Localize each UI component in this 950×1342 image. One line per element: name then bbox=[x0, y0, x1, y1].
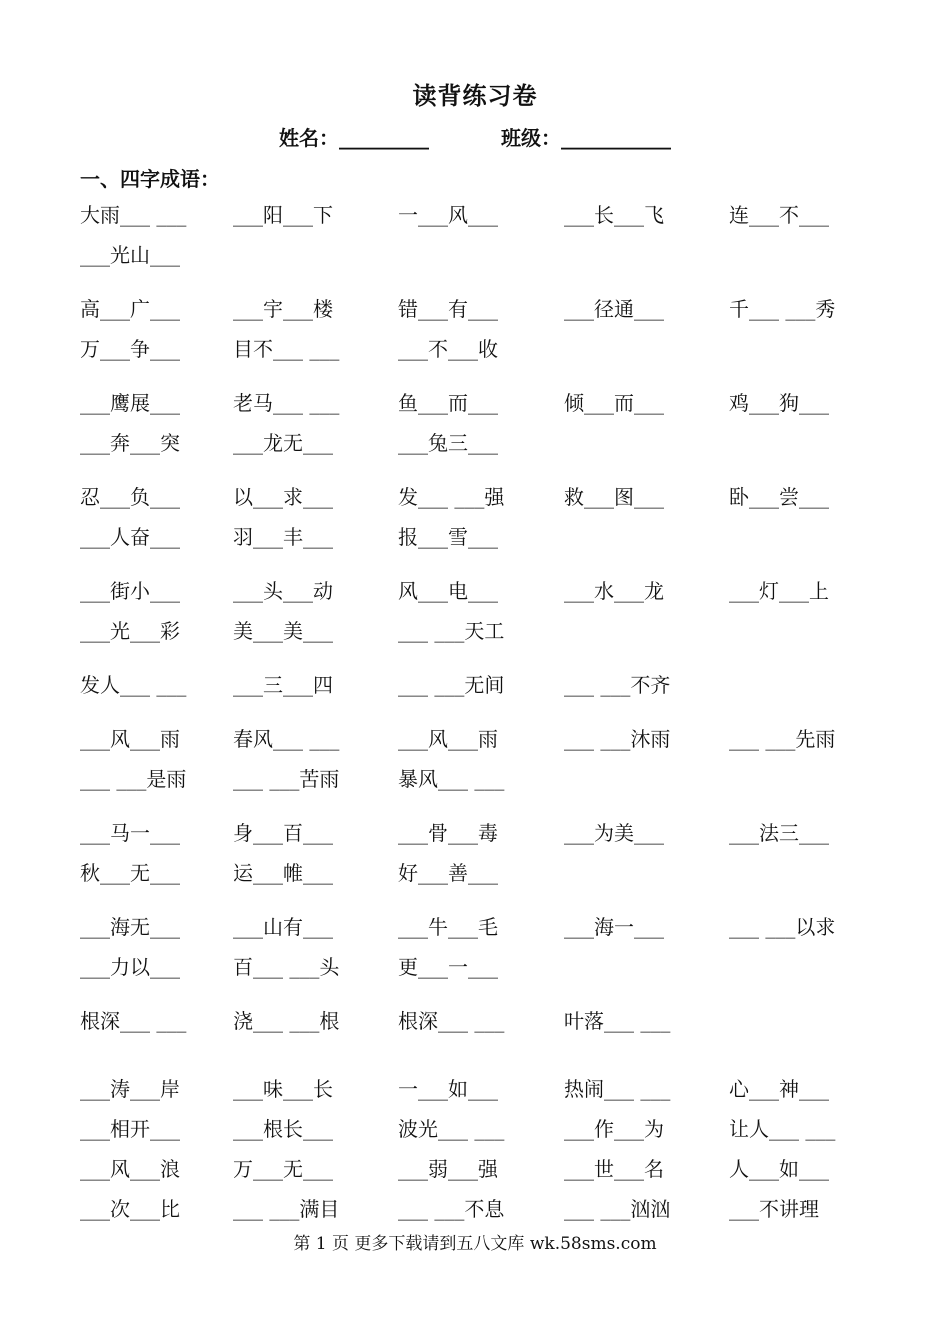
idiom-blank: 错___有___ bbox=[398, 297, 498, 321]
idiom-row bbox=[80, 726, 880, 752]
idiom-blank: 心___神___ bbox=[729, 1077, 829, 1101]
idiom-blank: 百___ ___头 bbox=[233, 955, 340, 979]
idiom-blank: ___水___龙 bbox=[564, 579, 664, 603]
idiom-blank: ___ ___以求 bbox=[729, 915, 836, 939]
idiom-blank: 根深___ ___ bbox=[398, 1009, 505, 1033]
idiom-blank: ___相开___ bbox=[80, 1117, 180, 1141]
idiom-blank: ___径通___ bbox=[564, 297, 664, 321]
idiom-blank: ___山有___ bbox=[233, 915, 333, 939]
idiom-blank: 倾___而___ bbox=[564, 391, 664, 415]
idiom-blank: ___次___比 bbox=[80, 1197, 180, 1221]
idiom-row bbox=[80, 1008, 880, 1034]
idiom-row bbox=[80, 296, 880, 322]
idiom-blank: ___长___飞 bbox=[564, 203, 664, 227]
idiom-blank: ___头___动 bbox=[233, 579, 333, 603]
idiom-blank: ___涛___岸 bbox=[80, 1077, 180, 1101]
idiom-blank: ___ ___满目 bbox=[233, 1197, 340, 1221]
idiom-blank: ___ ___不齐 bbox=[564, 673, 671, 697]
idiom-blank: ___海无___ bbox=[80, 915, 180, 939]
idiom-blank: 运___帷___ bbox=[233, 861, 333, 885]
idiom-blank: 让人___ ___ bbox=[729, 1117, 836, 1141]
idiom-blank: ___光山___ bbox=[80, 243, 180, 267]
idiom-blank: 连___不___ bbox=[729, 203, 829, 227]
idiom-blank: ___ ___苦雨 bbox=[233, 767, 340, 791]
idiom-blank: 万___无___ bbox=[233, 1157, 333, 1181]
idiom-row bbox=[80, 242, 880, 268]
idiom-row bbox=[80, 860, 880, 886]
idiom-row bbox=[80, 1196, 880, 1222]
idiom-blank: 忍___负___ bbox=[80, 485, 180, 509]
idiom-blank: 一___如___ bbox=[398, 1077, 498, 1101]
idiom-blank: 春风___ ___ bbox=[233, 727, 340, 751]
idiom-blank: 身___百___ bbox=[233, 821, 333, 845]
idiom-row bbox=[80, 390, 880, 416]
idiom-blank: ___世___名 bbox=[564, 1157, 664, 1181]
idiom-blank: 根深___ ___ bbox=[80, 1009, 187, 1033]
idiom-blank: ___ ___天工 bbox=[398, 619, 505, 643]
idiom-blank: 救___图___ bbox=[564, 485, 664, 509]
idiom-blank: 千___ ___秀 bbox=[729, 297, 836, 321]
idiom-blank: 叶落___ ___ bbox=[564, 1009, 671, 1033]
idiom-blank: 更___一___ bbox=[398, 955, 498, 979]
class-field: 班级：___________ bbox=[501, 126, 671, 150]
idiom-row bbox=[80, 1116, 880, 1142]
idiom-blank: 人___如___ bbox=[729, 1157, 829, 1181]
idiom-blank: ___马一___ bbox=[80, 821, 180, 845]
idiom-blank: ___风___浪 bbox=[80, 1157, 180, 1181]
idiom-row bbox=[80, 820, 880, 846]
idiom-blank: ___根长___ bbox=[233, 1117, 333, 1141]
idiom-blank: ___鹰展___ bbox=[80, 391, 180, 415]
student-info-line bbox=[0, 122, 950, 151]
idiom-blank: ___ ___先雨 bbox=[729, 727, 836, 751]
idiom-row bbox=[80, 1156, 880, 1182]
idiom-blank: 美___美___ bbox=[233, 619, 333, 643]
idiom-blank: 秋___无___ bbox=[80, 861, 180, 885]
idiom-row bbox=[80, 336, 880, 362]
section-heading: 一、四字成语： bbox=[80, 167, 220, 191]
idiom-blank: 鱼___而___ bbox=[398, 391, 498, 415]
idiom-blank: ___力以___ bbox=[80, 955, 180, 979]
idiom-blank: 大雨___ ___ bbox=[80, 203, 187, 227]
idiom-blank: 目不___ ___ bbox=[233, 337, 340, 361]
idiom-blank: ___阳___下 bbox=[233, 203, 333, 227]
idiom-row bbox=[80, 954, 880, 980]
idiom-blank: ___弱___强 bbox=[398, 1157, 498, 1181]
idiom-blank: 鸡___狗___ bbox=[729, 391, 829, 415]
idiom-blank: ___光___彩 bbox=[80, 619, 180, 643]
page-title: 读背练习卷 bbox=[412, 81, 538, 110]
idiom-blank: 暴风___ ___ bbox=[398, 767, 505, 791]
idiom-blank: 报___雪___ bbox=[398, 525, 498, 549]
idiom-blank: ___ ___是雨 bbox=[80, 767, 187, 791]
idiom-blank: ___味___长 bbox=[233, 1077, 333, 1101]
idiom-blank: ___为美___ bbox=[564, 821, 664, 845]
idiom-row bbox=[80, 484, 880, 510]
idiom-blank: ___不___收 bbox=[398, 337, 498, 361]
name-field: 姓名：_________ bbox=[279, 126, 429, 150]
idiom-row bbox=[80, 914, 880, 940]
idiom-blank: 好___善___ bbox=[398, 861, 498, 885]
idiom-blank: 热闹___ ___ bbox=[564, 1077, 671, 1101]
idiom-blank: 羽___丰___ bbox=[233, 525, 333, 549]
idiom-blank: ___奔___突 bbox=[80, 431, 180, 455]
idiom-blank: 高___广___ bbox=[80, 297, 180, 321]
idiom-row bbox=[80, 1076, 880, 1102]
idiom-blank: ___龙无___ bbox=[233, 431, 333, 455]
idiom-row bbox=[80, 672, 880, 698]
idiom-blank: 波光___ ___ bbox=[398, 1117, 505, 1141]
idiom-blank: ___作___为 bbox=[564, 1117, 664, 1141]
idiom-blank: ___法三___ bbox=[729, 821, 829, 845]
idiom-blank: ___风___雨 bbox=[398, 727, 498, 751]
idiom-blank: ___牛___毛 bbox=[398, 915, 498, 939]
idiom-blank: ___三___四 bbox=[233, 673, 333, 697]
idiom-row bbox=[80, 618, 880, 644]
idiom-blank: 老马___ ___ bbox=[233, 391, 340, 415]
idiom-blank: 卧___尝___ bbox=[729, 485, 829, 509]
idiom-blank: ___街小___ bbox=[80, 579, 180, 603]
idiom-row bbox=[80, 524, 880, 550]
idiom-blank: ___风___雨 bbox=[80, 727, 180, 751]
idiom-blank: ___ ___无间 bbox=[398, 673, 505, 697]
idiom-blank: ___宇___楼 bbox=[233, 297, 333, 321]
idiom-blank: ___人奋___ bbox=[80, 525, 180, 549]
idiom-blank: 风___电___ bbox=[398, 579, 498, 603]
idiom-row bbox=[80, 766, 880, 792]
idiom-blank: 浇___ ___根 bbox=[233, 1009, 340, 1033]
idiom-blank: 万___争___ bbox=[80, 337, 180, 361]
page-footer: 第 1 页 更多下载请到五八文库 wk.58sms.com bbox=[293, 1234, 657, 1254]
idiom-blank: ___骨___毒 bbox=[398, 821, 498, 845]
idiom-row bbox=[80, 202, 880, 228]
idiom-blank: 一___风___ bbox=[398, 203, 498, 227]
idiom-row bbox=[80, 578, 880, 604]
idiom-blank: ___ ___沐雨 bbox=[564, 727, 671, 751]
idiom-blank: ___ ___不息 bbox=[398, 1197, 505, 1221]
idiom-blank: ___灯___上 bbox=[729, 579, 829, 603]
idiom-blank: ___ ___汹汹 bbox=[564, 1197, 671, 1221]
idiom-blank: ___不讲理 bbox=[729, 1197, 819, 1221]
idiom-blank: 发___ ___强 bbox=[398, 485, 505, 509]
idiom-row bbox=[80, 430, 880, 456]
idiom-blank: 发人___ ___ bbox=[80, 673, 187, 697]
idiom-blank: ___海一___ bbox=[564, 915, 664, 939]
idiom-blank: 以___求___ bbox=[233, 485, 333, 509]
idiom-blank: ___兔三___ bbox=[398, 431, 498, 455]
